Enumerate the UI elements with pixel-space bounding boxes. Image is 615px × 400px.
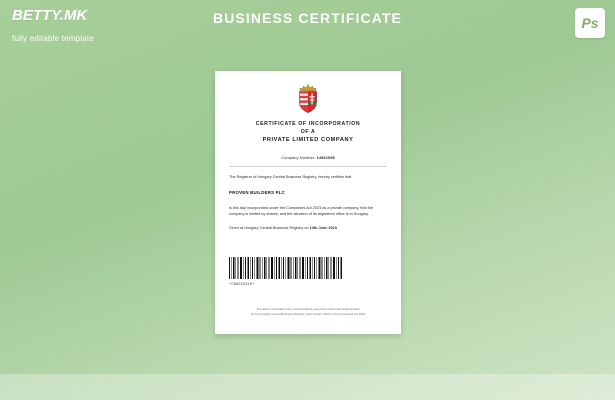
certificate-heading [229, 120, 387, 144]
company-number-row [229, 155, 387, 160]
certificate-body [229, 174, 387, 231]
company-name: PROVEN BUILDERS PLC [229, 190, 286, 195]
brand-name: BETTY.MK [12, 7, 88, 24]
statement-text: is this day incorporated under the Companies Act 2023 as a private company, that the company is limited by shares, and the situation of its registered office is in Hungary. [229, 206, 373, 216]
certificate-document[interactable] [215, 71, 401, 334]
heading-line-1: CERTIFICATE OF INCORPORATION [255, 121, 361, 127]
given-line [229, 225, 387, 231]
company-number-label: Company Number: [281, 155, 316, 160]
photoshop-badge-icon [575, 8, 605, 38]
given-prefix: Given at Hungary Central Business Registry on [229, 226, 310, 230]
barcode-icon [229, 257, 343, 279]
heading-line-2: OF A [300, 129, 316, 135]
photoshop-badge-label: Ps [581, 15, 599, 31]
given-date: 14th June 2023 [309, 226, 337, 230]
footer-line-2: by the Hungary Central Business Registry under section 1109 of the Companies Act 2023 [250, 311, 366, 316]
brand-subtitle: fully editable template [12, 34, 94, 43]
barcode-text: *CN9023310* [229, 283, 255, 287]
coat-of-arms-icon [229, 84, 387, 114]
barcode-block [229, 257, 387, 287]
certificate-footer [229, 307, 387, 316]
heading-line-3: PRIVATE LIMITED COMPANY [262, 137, 354, 143]
company-number-value: 14962098 [316, 155, 335, 160]
page-title: BUSINESS CERTIFICATE [213, 10, 402, 26]
divider-top [229, 166, 387, 167]
registrar-line: The Registrar of Hungary Central Business Registry, hereby certifies that [229, 175, 352, 179]
footer-line-1: The above information was commercially/by electronic means and authenticated [256, 307, 360, 312]
